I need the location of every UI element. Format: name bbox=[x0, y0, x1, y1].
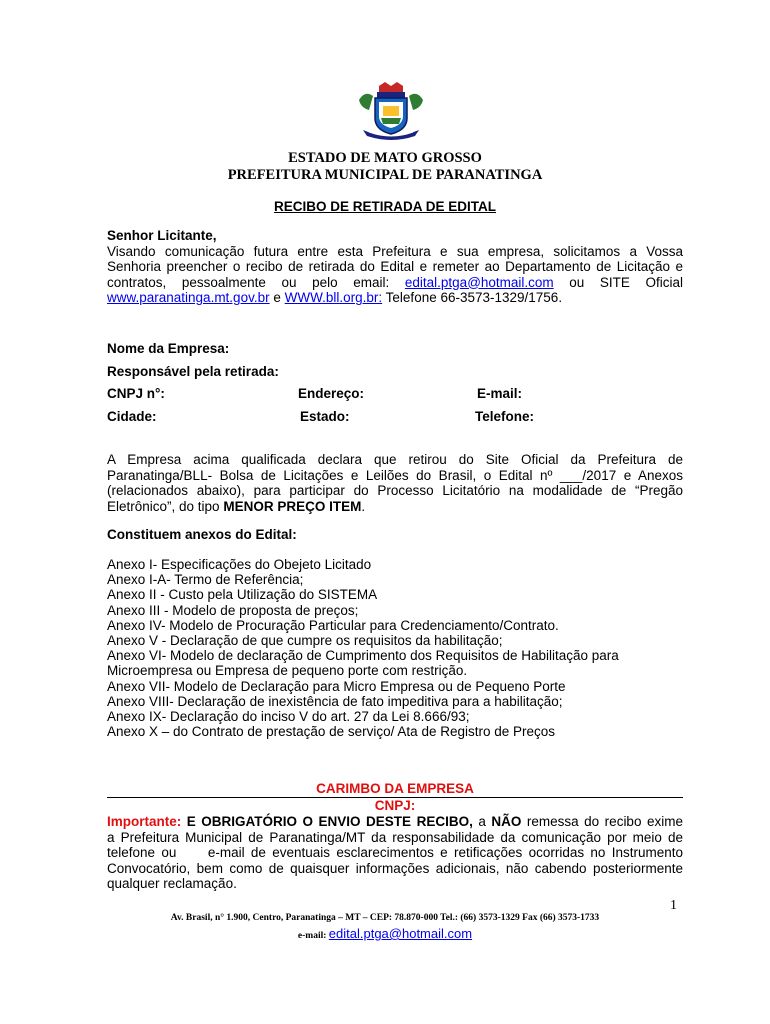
important-line-3: telefone ou e-mail de eventuais esclarecimentos e retificações ocorridas no Instrumento bbox=[107, 845, 683, 860]
cnpj-label: CNPJ n°: bbox=[107, 386, 165, 401]
company-name-label: Nome da Empresa: bbox=[107, 341, 230, 356]
important-label: Importante: bbox=[107, 814, 182, 829]
annex-item: Anexo II - Custo pela Utilização do SISTEMA bbox=[107, 587, 378, 603]
annex-item: Anexo VII- Modelo de Declaração para Micro Empresa ou de Pequeno Porte bbox=[107, 678, 566, 694]
annex-item: Anexo IX- Declaração do inciso V do art. 27 da Lei 8.666/93; bbox=[107, 709, 470, 725]
important-line-4: Convocatório, bem como de quaisquer informações adicionais, não cabendo posteriormente bbox=[107, 860, 683, 876]
intro-line-4: www.paranatinga.mt.gov.br e WWW.bll.org.br: Telefone 66-3573-1329/1756. bbox=[107, 290, 563, 305]
declaration-line-2: Paranatinga/BLL- Bolsa de Licitações e Leilões do Brasil, o Edital nº ___/2017 e Anexos bbox=[107, 467, 683, 483]
company-stamp-label: CARIMBO DA EMPRESA bbox=[316, 781, 474, 796]
intro-line-3: contratos, pessoalmente ou pelo email: edital.ptga@hotmail.com ou SITE Oficial bbox=[107, 274, 684, 290]
annex-item: Anexo III - Modelo de proposta de preços; bbox=[107, 602, 359, 618]
annex-item: Anexo X – do Contrato de prestação de serviço/ Ata de Registro de Preços bbox=[107, 724, 556, 740]
document-title: RECIBO DE RETIRADA DE EDITAL bbox=[273, 199, 496, 214]
footer-address: Av. Brasil, n° 1.900, Centro, Paranatinga – MT – CEP: 78.870-000 Tel.: (66) 3573-1329 Fax (66) 3573-1733 bbox=[170, 913, 600, 923]
declaration-line-4: Eletrônico”, do tipo MENOR PREÇO ITEM. bbox=[107, 498, 366, 514]
intro-paragraph bbox=[107, 228, 683, 306]
coat-of-arms-icon bbox=[355, 80, 427, 142]
annex-item: Anexo I-A- Termo de Referência; bbox=[107, 572, 304, 588]
stamp-cnpj-label: CNPJ: bbox=[374, 798, 416, 813]
intro-line-2: Senhoria preencher o recibo de retirada do Edital e remeter ao Departamento de Licitação e bbox=[107, 259, 683, 274]
declaration-line-1: A Empresa acima qualificada declara que retirou do Site Oficial da Prefeitura de bbox=[107, 452, 683, 467]
important-notice bbox=[107, 814, 683, 892]
annex-item: Anexo I- Especificações do Obejeto Licitado bbox=[107, 557, 372, 572]
annex-item: Anexo VI- Modelo de declaração de Cumprimento dos Requisitos de Habilitação para bbox=[107, 648, 619, 664]
annex-list bbox=[107, 557, 683, 739]
city-label: Cidade: bbox=[107, 409, 157, 424]
footer-email-line: e-mail: edital.ptga@hotmail.com bbox=[297, 926, 473, 941]
phone-label: Telefone: bbox=[475, 409, 535, 424]
declaration-line-3: (relacionados abaixo), para participar do Processo Licitatório na modalidade de “Pregão bbox=[107, 483, 683, 498]
email-link[interactable]: edital.ptga@hotmail.com bbox=[404, 274, 554, 290]
important-line-2: a Prefeitura Municipal de Paranatinga/MT da responsabilidade da comunicação por meio de bbox=[107, 829, 683, 845]
important-line-1: Importante: E OBRIGATÓRIO O ENVIO DESTE RECIBO, a NÃO remessa do recibo exime bbox=[107, 814, 683, 829]
site-link-bll[interactable]: WWW.bll.org.br: bbox=[284, 290, 383, 305]
state-label: Estado: bbox=[300, 409, 350, 424]
footer-email-link[interactable]: edital.ptga@hotmail.com bbox=[328, 926, 473, 941]
annex-item: Anexo V - Declaração de que cumpre os requisitos da habilitação; bbox=[107, 633, 503, 649]
annex-item: Microempresa ou Empresa de pequeno porte com restrição. bbox=[107, 663, 468, 679]
annexes-heading: Constituem anexos do Edital: bbox=[107, 527, 297, 542]
email-label: E-mail: bbox=[477, 386, 523, 401]
salutation: Senhor Licitante, bbox=[107, 228, 217, 243]
address-label: Endereço: bbox=[298, 386, 365, 401]
important-line-5: qualquer reclamação. bbox=[107, 876, 237, 891]
header-municipality: PREFEITURA MUNICIPAL DE PARANATINGA bbox=[227, 167, 543, 183]
header-state: ESTADO DE MATO GROSSO bbox=[288, 150, 482, 166]
site-link-prefeitura[interactable]: www.paranatinga.mt.gov.br bbox=[107, 290, 270, 305]
declaration-paragraph bbox=[107, 452, 683, 514]
intro-line-1: Visando comunicação futura entre esta Prefeitura e sua empresa, solicitamos a Vossa bbox=[107, 243, 683, 259]
annex-item: Anexo VIII- Declaração de inexistência de fato impeditiva para a habilitação; bbox=[107, 693, 563, 709]
responsible-label: Responsável pela retirada: bbox=[107, 364, 279, 379]
page-number: 1 bbox=[670, 898, 677, 913]
annex-item: Anexo IV- Modelo de Procuração Particular para Credenciamento/Contrato. bbox=[107, 617, 559, 633]
